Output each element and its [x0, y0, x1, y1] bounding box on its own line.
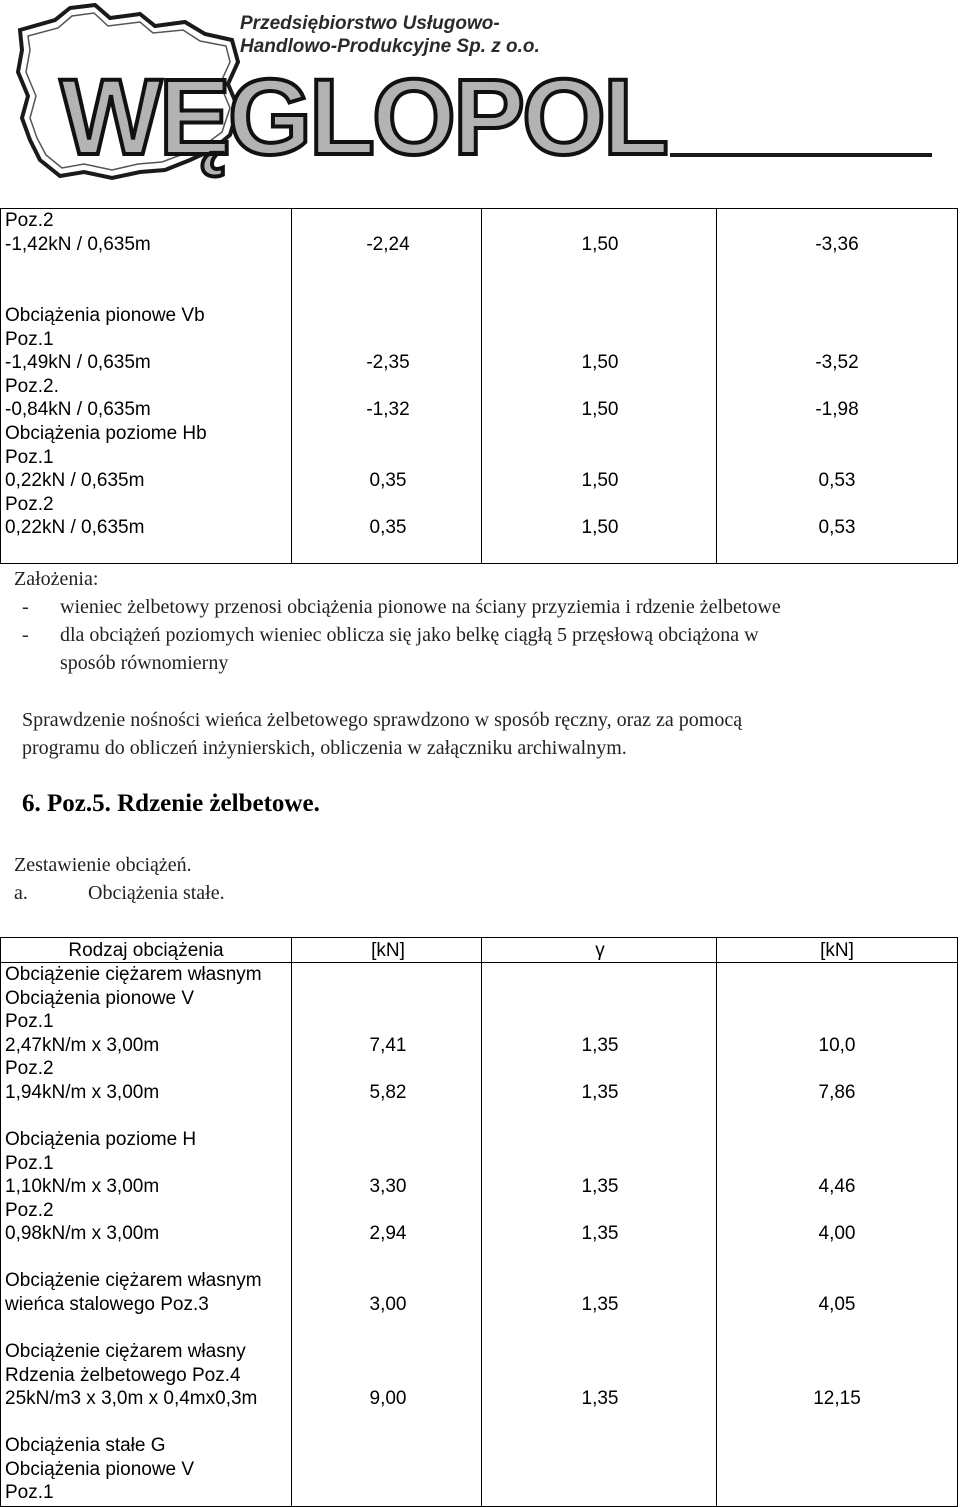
table-cell: 1,35: [581, 1223, 619, 1244]
company-name: [240, 12, 540, 58]
check-paragraph-line2: programu do obliczeń inżynierskich, obliczenia w załączniku archiwalnym.: [22, 737, 627, 759]
table-cell: 0,22kN / 0,635m: [5, 470, 145, 491]
loads-title: Zestawienie obciążeń.: [14, 854, 192, 876]
loads-sub-letter: a.: [14, 882, 28, 904]
loads-sub-title: Obciążenia stałe.: [88, 882, 225, 904]
table-cell: 1,35: [581, 1176, 619, 1197]
assumption-item-2-cont: sposób równomierny: [60, 652, 229, 674]
table-cell: 1,94kN/m x 3,00m: [5, 1082, 160, 1103]
table-cell: 7,86: [818, 1082, 856, 1103]
table-cell: wieńca stalowego Poz.3: [5, 1294, 209, 1315]
table-cell: 1,50: [581, 470, 619, 491]
table-cell: Obciążenie ciężarem własnym: [5, 964, 262, 985]
logo-wordmark: WĘGLOPOL: [60, 56, 666, 177]
table-cell: Poz.1: [5, 1153, 54, 1174]
table-cell: 2,94: [369, 1223, 407, 1244]
loads-table-continued: [0, 208, 958, 564]
table-cell: Obciążenie ciężarem własny: [5, 1341, 246, 1362]
table-cell: Poz.2.: [5, 376, 59, 397]
table-cell: 3,30: [369, 1176, 407, 1197]
table-cell: Poz.1: [5, 1482, 54, 1503]
table-cell: 1,35: [581, 1035, 619, 1056]
table-header: [kN]: [820, 940, 854, 961]
table-cell: Obciążenia pionowe Vb: [5, 305, 205, 326]
table-cell: -1,98: [815, 399, 859, 420]
assumption-item-1: wieniec żelbetowy przenosi obciążenia pionowe na ściany przyziemia i rdzenie żelbetowe: [60, 596, 781, 618]
table-cell: -1,42kN / 0,635m: [5, 234, 151, 255]
table-cell: 9,00: [369, 1388, 407, 1409]
table-cell: 1,50: [581, 399, 619, 420]
table-cell: 0,35: [369, 517, 407, 538]
table-cell: Obciążenie ciężarem własnym: [5, 1270, 262, 1291]
table-cell: 10,0: [818, 1035, 856, 1056]
table-cell: -3,36: [815, 234, 859, 255]
table-cell: -3,52: [815, 352, 859, 373]
table-cell: 0,35: [369, 470, 407, 491]
table-cell: Poz.1: [5, 1011, 54, 1032]
table-cell: -2,35: [366, 352, 410, 373]
table-cell: 7,41: [369, 1035, 407, 1056]
table-cell: 1,50: [581, 234, 619, 255]
table-cell: 25kN/m3 x 3,0m x 0,4mx0,3m: [5, 1388, 258, 1409]
table-cell: Rdzenia żelbetowego Poz.4: [5, 1365, 241, 1386]
table-cell: Obciążenia pionowe V: [5, 988, 195, 1009]
assumption-item-2: dla obciążeń poziomych wieniec oblicza się jako belkę ciągłą 5 przęsłową obciążona w: [60, 624, 759, 646]
table-cell: 4,05: [818, 1294, 856, 1315]
table-cell: 1,10kN/m x 3,00m: [5, 1176, 160, 1197]
table-cell: -0,84kN / 0,635m: [5, 399, 151, 420]
table-header: γ: [595, 940, 605, 961]
table-cell: Poz.2: [5, 1058, 54, 1079]
table-cell: Obciążenia stałe G: [5, 1435, 166, 1456]
table-cell: Poz.2: [5, 1200, 54, 1221]
table-cell: 4,00: [818, 1223, 856, 1244]
table-header: [kN]: [371, 940, 405, 961]
table-cell: 1,50: [581, 517, 619, 538]
company-name-line1: Przedsiębiorstwo Usługowo-: [240, 13, 500, 34]
assumptions-title: Założenia:: [14, 568, 99, 590]
check-paragraph-line1: Sprawdzenie nośności wieńca żelbetowego sprawdzono w sposób ręczny, oraz za pomocą: [22, 709, 743, 731]
table-cell: -1,49kN / 0,635m: [5, 352, 151, 373]
table-cell: Obciążenia poziome H: [5, 1129, 197, 1150]
table-cell: 1,35: [581, 1082, 619, 1103]
bullet-dash: -: [22, 596, 29, 618]
table-cell: -2,24: [366, 234, 410, 255]
table-cell: 12,15: [813, 1388, 861, 1409]
table-cell: 2,47kN/m x 3,00m: [5, 1035, 160, 1056]
table-cell: 1,50: [581, 352, 619, 373]
table-cell: 0,53: [818, 517, 856, 538]
table-cell: Obciążenia pionowe V: [5, 1459, 195, 1480]
table-cell: Poz.2: [5, 210, 54, 231]
table-cell: Obciążenia poziome Hb: [5, 423, 207, 444]
table-cell: 4,46: [818, 1176, 856, 1197]
table-cell: 3,00: [369, 1294, 407, 1315]
section-heading: 6. Poz.5. Rdzenie żelbetowe.: [22, 790, 320, 817]
table-cell: 1,35: [581, 1294, 619, 1315]
table-cell: 0,53: [818, 470, 856, 491]
table-cell: 5,82: [369, 1082, 407, 1103]
table-cell: Poz.1: [5, 447, 54, 468]
table-cell: -1,32: [366, 399, 410, 420]
table-header: Rodzaj obciążenia: [68, 940, 224, 961]
table-cell: 1,35: [581, 1388, 619, 1409]
table-cell: 0,98kN/m x 3,00m: [5, 1223, 160, 1244]
company-name-line2: Handlowo-Produkcyjne Sp. z o.o.: [240, 36, 540, 57]
bullet-dash: -: [22, 624, 29, 646]
permanent-loads-table: [0, 937, 958, 1507]
table-cell: Poz.1: [5, 329, 54, 350]
table-cell: Poz.2: [5, 494, 54, 515]
table-cell: 0,22kN / 0,635m: [5, 517, 145, 538]
